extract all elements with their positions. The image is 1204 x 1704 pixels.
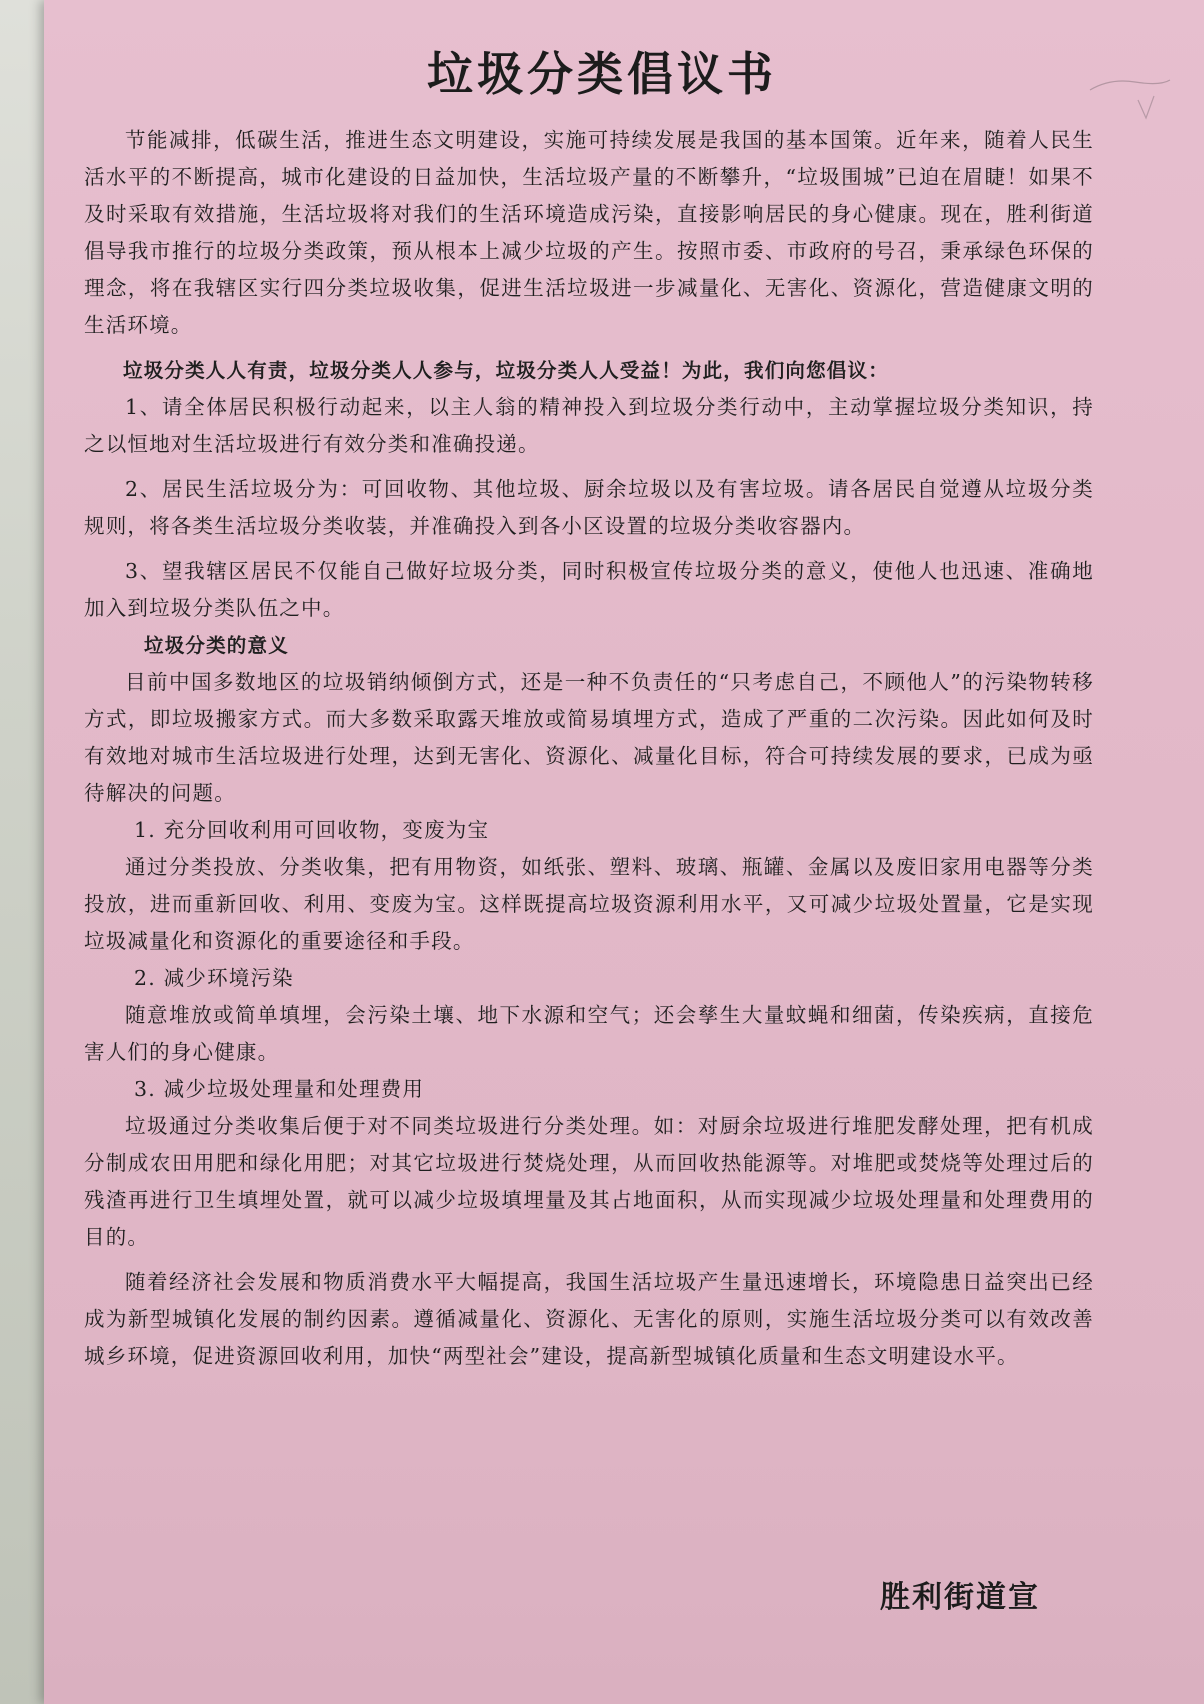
point-2-title: 2. 减少环境污染	[134, 966, 294, 990]
intro-paragraph: 节能减排，低碳生活，推进生态文明建设，实施可持续发展是我国的基本国策。近年来，随着人民生活水平的不断提高，城市化建设的日益加快，生活垃圾产量的不断攀升，“垃圾围城”已迫在眉睫！如果不及时采取有效措施，生活垃圾将对我们的生活环境造成污染，直接影响居民的身心健康。现在，胜利街道倡导我市推行的垃圾分类政策，预从根本上减少垃圾的产生。按照市委、市政府的号召，秉承绿色环保的理念，将在我辖区实行四分类垃圾收集，促进生活垃圾进一步减量化、无害化、资源化，营造健康文明的生活环境。	[84, 128, 1094, 337]
point-2-text: 随意堆放或简单填埋，会污染土壤、地下水源和空气；还会孳生大量蚊蝇和细菌，传染疾病，直接危害人们的身心健康。	[84, 1003, 1094, 1064]
signature: 胜利街道宣	[880, 1580, 1040, 1615]
point-3-title: 3. 减少垃圾处理量和处理费用	[134, 1077, 425, 1101]
proposal-2: 2、居民生活垃圾分为：可回收物、其他垃圾、厨余垃圾以及有害垃圾。请各居民自觉遵从垃圾分类规则，将各类生活垃圾分类收装，并准确投入到各小区设置的垃圾分类收容器内。	[84, 477, 1094, 538]
meaning-intro-paragraph: 目前中国多数地区的垃圾销纳倾倒方式，还是一种不负责任的“只考虑自己，不顾他人”的污染物转移方式，即垃圾搬家方式。而大多数采取露天堆放或简易填埋方式，造成了严重的二次污染。因此如何及时有效地对城市生活垃圾进行处理，达到无害化、资源化、减量化目标，符合可持续发展的要求，已成为亟待解决的问题。	[84, 670, 1094, 805]
conclusion-paragraph: 随着经济社会发展和物质消费水平大幅提高，我国生活垃圾产生量迅速增长，环境隐患日益突出已经成为新型城镇化发展的制约因素。遵循减量化、资源化、无害化的原则，实施生活垃圾分类可以有效改善城乡环境，促进资源回收利用，加快“两型社会”建设，提高新型城镇化质量和生态文明建设水平。	[84, 1270, 1094, 1368]
point-3-text: 垃圾通过分类收集后便于对不同类垃圾进行分类处理。如：对厨余垃圾进行堆肥发酵处理，把有机成分制成农田用肥和绿化用肥；对其它垃圾进行焚烧处理，从而回收热能源等。对堆肥或焚烧等处理过后的残渣再进行卫生填埋处置，就可以减少垃圾填埋量及其占地面积，从而实现减少垃圾处理量和处理费用的目的。	[84, 1114, 1094, 1249]
point-1-text: 通过分类投放、分类收集，把有用物资，如纸张、塑料、玻璃、瓶罐、金属以及废旧家用电器等分类投放，进而重新回收、利用、变废为宝。这样既提高垃圾资源利用水平，又可减少垃圾处置量，它是实现垃圾减量化和资源化的重要途径和手段。	[84, 855, 1094, 953]
meaning-heading: 垃圾分类的意义	[144, 634, 289, 657]
proposal-3: 3、望我辖区居民不仅能自己做好垃圾分类，同时积极宣传垃圾分类的意义，使他人也迅速、准确地加入到垃圾分类队伍之中。	[84, 559, 1094, 620]
document-title: 垃圾分类倡议书	[427, 47, 777, 101]
point-1-title: 1. 充分回收利用可回收物，变废为宝	[134, 818, 490, 842]
call-paragraph: 垃圾分类人人有责，垃圾分类人人参与，垃圾分类人人受益！为此，我们向您倡议：	[123, 359, 889, 382]
proposal-1: 1、请全体居民积极行动起来，以主人翁的精神投入到垃圾分类行动中，主动掌握垃圾分类知识，持之以恒地对生活垃圾进行有效分类和准确投递。	[84, 395, 1094, 456]
document-body	[84, 122, 1094, 1375]
